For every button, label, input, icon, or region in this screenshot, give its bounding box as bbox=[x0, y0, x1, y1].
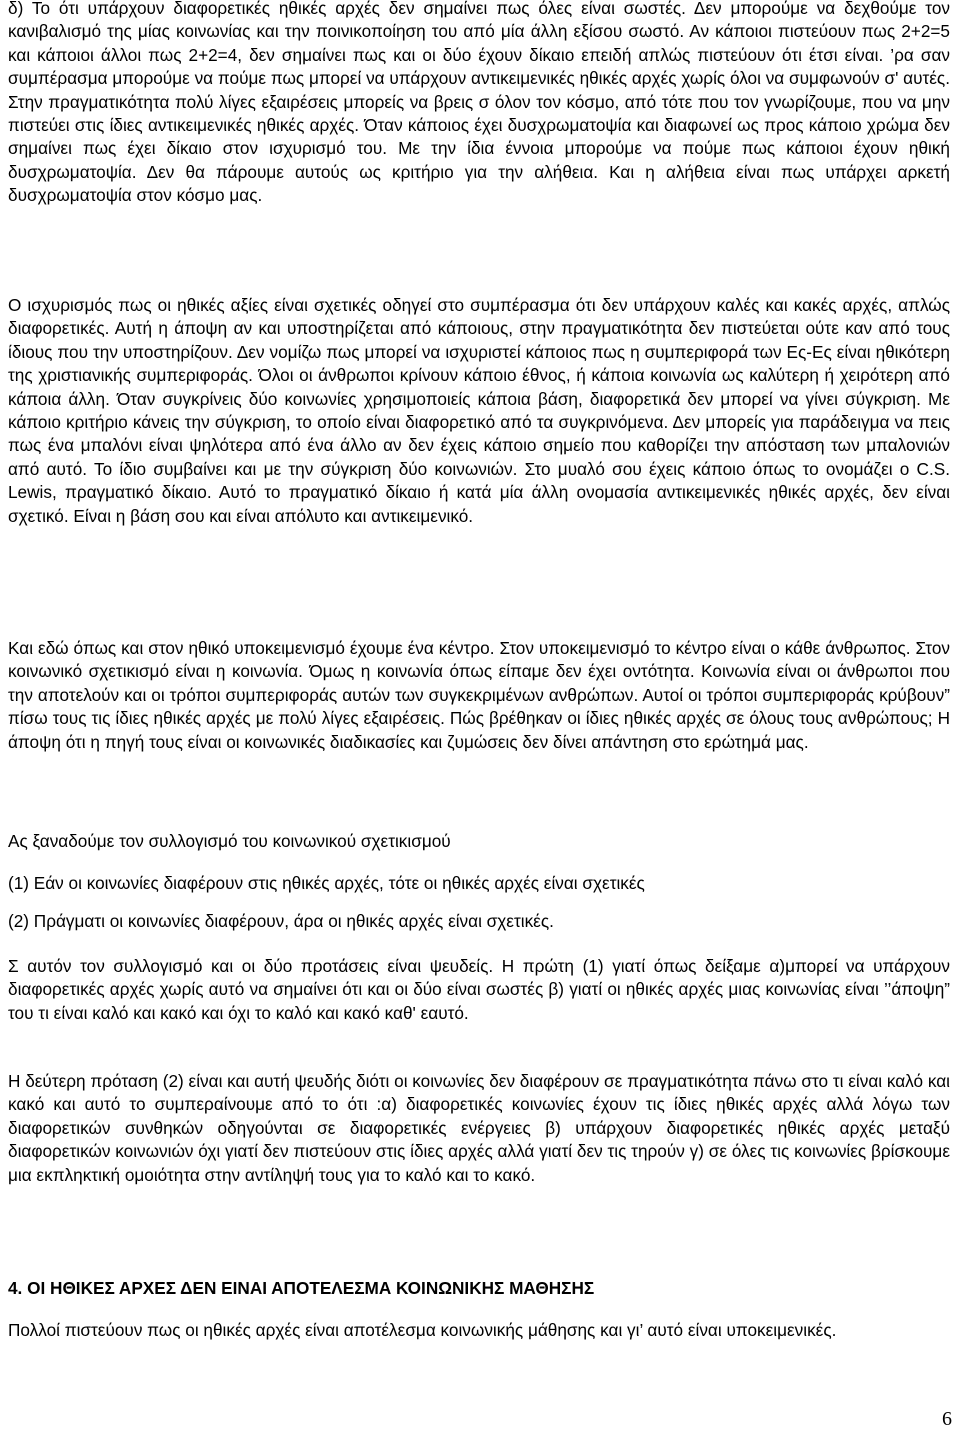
page-number: 6 bbox=[942, 1408, 952, 1430]
paragraph-premise-1: (1) Εάν οι κοινωνίες διαφέρουν στις ηθικές αρχές, τότε οι ηθικές αρχές είναι σχετικές bbox=[8, 873, 645, 893]
paragraph-syllogism-intro: Ας ξαναδούμε τον συλλογισμό του κοινωνικού σχετικισμού bbox=[8, 831, 451, 851]
paragraph-both-false: Σ αυτόν τον συλλογισμό και οι δύο προτάσεις είναι ψευδείς. Η πρώτη (1) γιατί όπως δείξαμε α)μπορεί να υπάρχουν διαφορετικές αρχές χωρίς αυτό να σημαίνει ότι και οι δύο είναι σωστές β) γιατί οι ηθικές αρχές μιας κοινωνίας είναι ’’άποψη” του τι είναι καλό και κακό και όχι το καλό και κακό καθ' εαυτό. bbox=[8, 956, 950, 1023]
section-heading: 4. ΟΙ ΗΘΙΚΕΣ ΑΡΧΕΣ ΔΕΝ ΕΙΝΑΙ ΑΠΟΤΕΛΕΣΜΑ ΚΟΙΝΩΝΙΚΗΣ ΜΑΘΗΣΗΣ bbox=[8, 1278, 595, 1298]
paragraph-closing: Πολλοί πιστεύουν πως οι ηθικές αρχές είναι αποτέλεσμα κοινωνικής μάθησης και γι’ αυτό είναι υποκειμενικές. bbox=[8, 1320, 837, 1340]
paragraph-relative-values: Ο ισχυρισμός πως οι ηθικές αξίες είναι σχετικές οδηγεί στο συμπέρασμα ότι δεν υπάρχουν καλές και κακές αρχές, απλώς διαφορετικές. Αυτή η άποψη αν και υποστηρίζεται από κάποιους, στην πραγματικότητα δεν πιστεύεται ούτε καν από τους ίδιους που την υποστηρίζουν. Δεν νομίζω πως μπορεί να ισχυριστεί κάποιος πως η συμπεριφορά των Ες-Ες είναι ηθικότερη της χριστιανικής συμπεριφοράς. Όλοι οι άνθρωποι κρίνουν κάποιο έθνος, ή κάποια κοινωνία ως καλύτερη ή χειρότερη από κάποια άλλη. Όταν συγκρίνεις δύο κοινωνίες χρησιμοποιείς κάποια βάση, διαφορετικά δεν μπορεί να γίνει σύγκριση. Με κάποιο κριτήριο κάνεις την σύγκριση, το οποίο είναι διαφορετικό από τα συγκρινόμενα. Δεν μπορείς για παράδειγμα να πεις πως ένα μπαλόνι είναι ψηλότερα από ένα άλλο αν δεν έχεις κάποιο σημείο που καθορίζει την απόσταση των μπαλονιών από αυτό. Το ίδιο συμβαίνει και με την σύγκριση δύο κοινωνιών. Στο μυαλό σου έχεις κάποιο όπως το ονομάζει ο C.S. Lewis, πραγματικό δίκαιο. Αυτό το πραγματικό δίκαιο ή κατά μία άλλη ονομασία αντικειμενικές ηθικές αρχές, δεν είναι σχετικό. Είναι η βάση σου και είναι απόλυτο και αντικειμενικό. bbox=[8, 295, 950, 526]
paragraph-center: Και εδώ όπως και στον ηθικό υποκειμενισμό έχουμε ένα κέντρο. Στον υποκειμενισμό το κέντρο είναι ο κάθε άνθρωπος. Στον κοινωνικό σχετικισμό είναι η κοινωνία. Όμως η κοινωνία όπως είπαμε δεν έχει οντότητα. Κοινωνία είναι οι άνθρωποι που την αποτελούν και οι τρόποι συμπεριφοράς αυτών των συγκεκριμένων ανθρώπων. Αυτοί οι τρόποι συμπεριφοράς κρύβουν” πίσω τους τις ίδιες ηθικές αρχές με πολύ λίγες εξαιρέσεις. Πώς βρέθηκαν οι ίδιες ηθικές αρχές σε όλους τους ανθρώπους; Η άποψη ότι η πηγή τους είναι οι κοινωνικές διαδικασίες και ζυμώσεις δεν δίνει απάντηση στο ερώτημά μας. bbox=[8, 638, 950, 752]
paragraph-delta: δ) Το ότι υπάρχουν διαφορετικές ηθικές αρχές δεν σημαίνει πως όλες είναι σωστές. Δεν μπορούμε να δεχθούμε τον κανιβαλισμό της μίας κοινωνίας και την ποινικοποίηση του από μία άλλη εξίσου σωστό. Αν κάποιοι πιστεύουν πως 2+2=5 και κάποιοι άλλοι πως 2+2=4, δεν σημαίνει πως και οι δύο έχουν δίκαιο επειδή απλώς πιστεύουν ότι έτσι είναι. ’ρα σαν συμπέρασμα μπορούμε να πούμε πως μπορεί να υπάρχουν αντικειμενικές ηθικές αρχές χωρίς όλοι να συμφωνούν σ' αυτές. Στην πραγματικότητα πολύ λίγες εξαιρέσεις μπορείς να βρεις σ όλον τον κόσμο, από τότε που τον γνωρίζουμε, που να μην πιστεύει στις ίδιες αντικειμενικές ηθικές αρχές. Όταν κάποιος έχει δυσχρωματοψία και διαφωνεί ως προς κάποιο χρώμα δεν σημαίνει πως έχει δίκαιο στον ισχυρισμό του. Με την ίδια έννοια μπορούμε να πούμε πως κάποιοι έχουν ηθική δυσχρωματοψία. Δεν θα πάρουμε αυτούς ως κριτήριο για την αλήθεια. Και η αλήθεια είναι πως υπάρχει αρκετή δυσχρωματοψία στον κόσμο μας. bbox=[8, 0, 950, 206]
paragraph-premise-2: (2) Πράγματι οι κοινωνίες διαφέρουν, άρα οι ηθικές αρχές είναι σχετικές. bbox=[8, 911, 554, 931]
paragraph-second-false: Η δεύτερη πρόταση (2) είναι και αυτή ψευδής διότι οι κοινωνίες δεν διαφέρουν σε πραγματικότητα πάνω στο τι είναι καλό και κακό και αυτό το συμπεραίνουμε από το ότι :α) διαφορετικές κοινωνίες έχουν τις ίδιες ηθικές αρχές αλλά λόγω των διαφορετικών συνθηκών οδηγούνται σε διαφορετικές ενέργειες β) υπάρχουν διαφορετικές ηθικές αρχές μεταξύ διαφορετικών κοινωνιών όχι γιατί δεν πιστεύουν στις ίδιες αρχές αλλά γιατί δεν τις τηρούν γ) σε όλες τις κοινωνίες βρίσκουμε μια εκπληκτική ομοιότητα στην αντίληψή τους για το καλό και το κακό. bbox=[8, 1071, 950, 1185]
